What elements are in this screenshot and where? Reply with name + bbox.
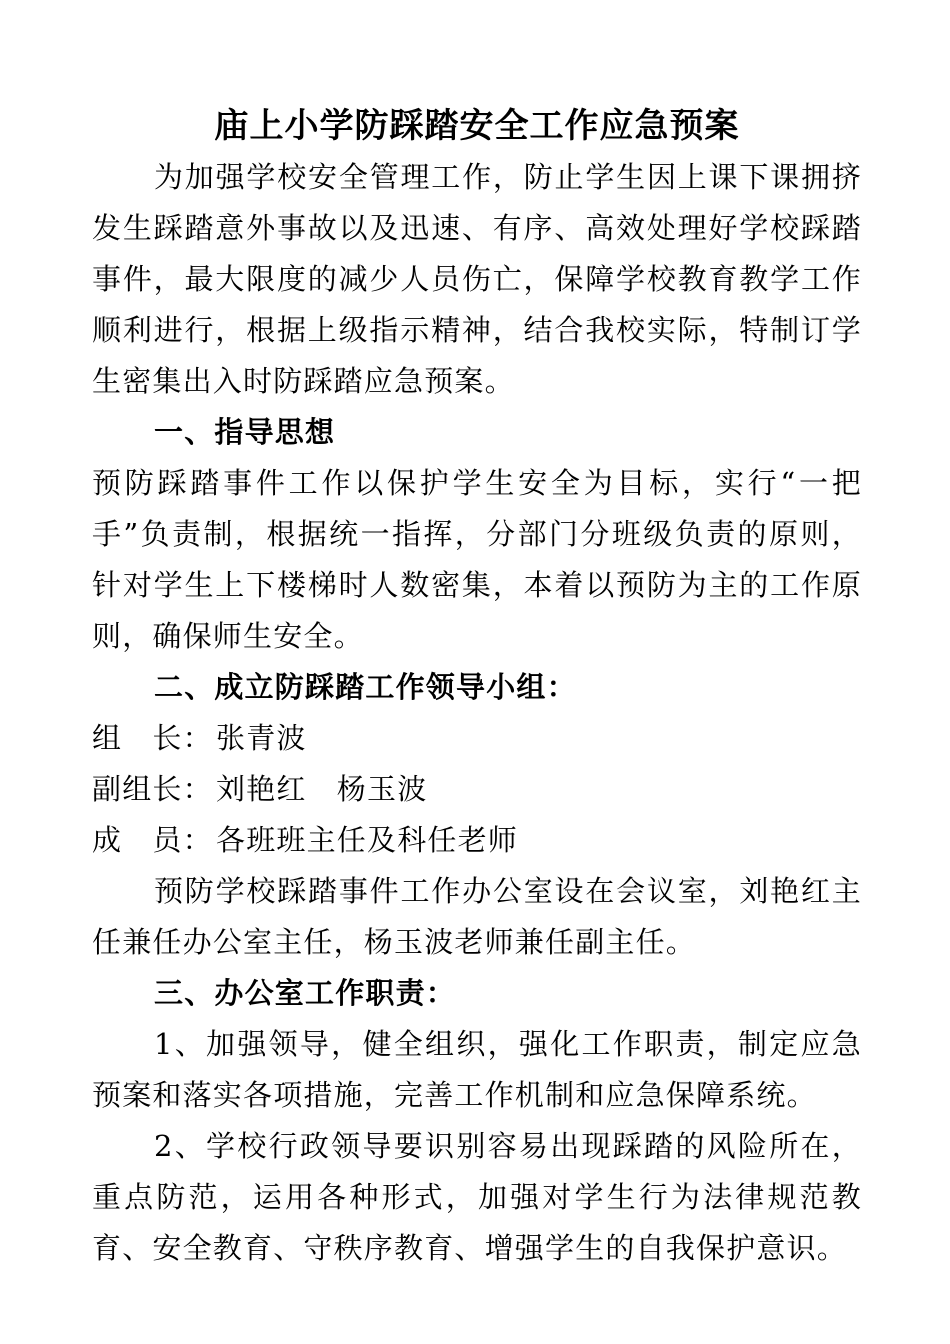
section-heading-office-duties: 三、办公室工作职责： xyxy=(154,976,457,1010)
document-page xyxy=(92,100,862,1274)
duty-item-1: 1、加强领导，健全组织，强化工作职责，制定应急预案和落实各项措施，完善工作机制和应急保障系统。 xyxy=(92,1027,862,1112)
office-paragraph: 预防学校踩踏事件工作办公室设在会议室，刘艳红主任兼任办公室主任，杨玉波老师兼任副主任。 xyxy=(92,874,862,959)
member-names: 各班班主任及科任老师 xyxy=(216,823,519,857)
intro-paragraph: 为加强学校安全管理工作，防止学生因上课下课拥挤发生踩踏意外事故以及迅速、有序、高效处理好学校踩踏事件，最大限度的减少人员伤亡，保障学校教育教学工作顺利进行，根据上级指示精神，结合我校实际，特制订学生密集出入时防踩踏应急预案。 xyxy=(92,160,862,398)
document-title: 庙上小学防踩踏安全工作应急预案 xyxy=(214,106,740,146)
duty-item-2: 2、学校行政领导要识别容易出现踩踏的风险所在，重点防范，运用各种形式，加强对学生行为法律规范教育、安全教育、守秩序教育、增强学生的自我保护意识。 xyxy=(92,1129,862,1265)
section-heading-leadership-group: 二、成立防踩踏工作领导小组： xyxy=(154,670,577,704)
member-role: 副组长： xyxy=(92,772,213,806)
member-row-deputy-leader xyxy=(92,764,862,815)
member-role: 成 员： xyxy=(92,823,213,857)
member-names: 张青波 xyxy=(216,721,307,755)
section-heading-guiding-ideology: 一、指导思想 xyxy=(154,415,336,449)
member-row-leader xyxy=(92,713,862,764)
member-names: 刘艳红 杨玉波 xyxy=(216,772,428,806)
member-role: 组 长： xyxy=(92,721,213,755)
member-row-members xyxy=(92,815,862,866)
guiding-ideology-paragraph: 预防踩踏事件工作以保护学生安全为目标，实行“一把手”负责制，根据统一指挥，分部门分班级负责的原则，针对学生上下楼梯时人数密集，本着以预防为主的工作原则，确保师生安全。 xyxy=(92,466,862,653)
